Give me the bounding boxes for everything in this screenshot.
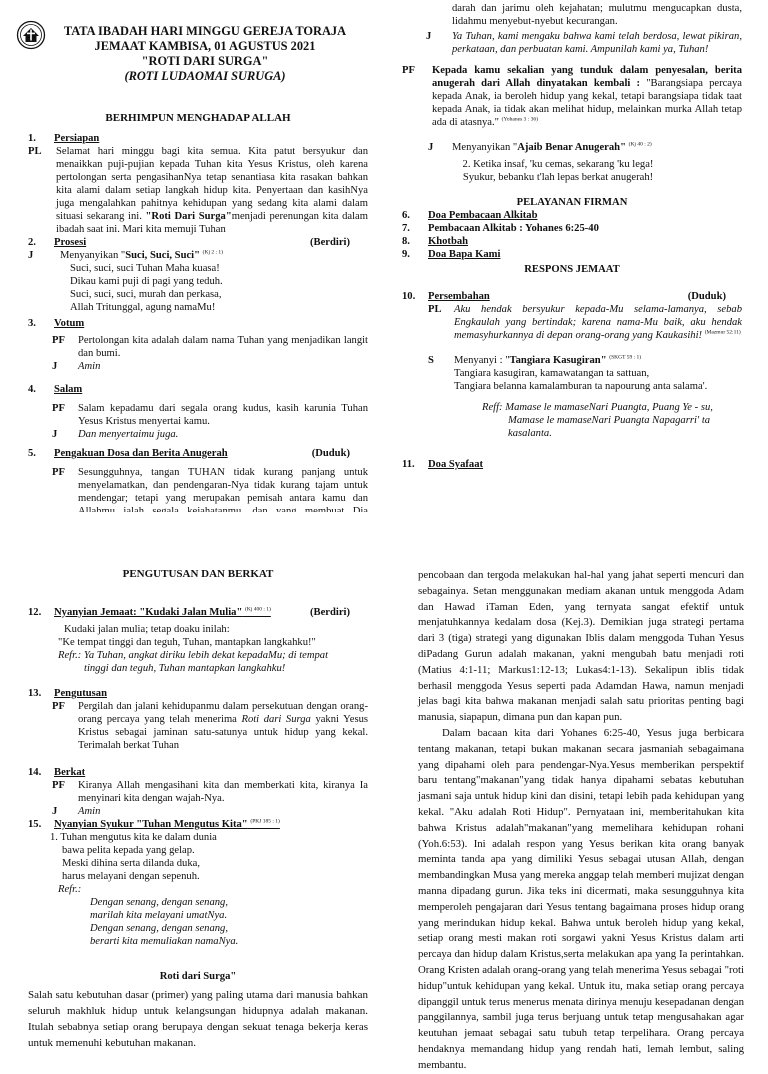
song-ajaib-intro: Menyanyikan "Ajaib Benar Anugerah" $^{(Kj 40 : 2)}$ [452, 141, 652, 154]
lyric-line: bawa pelita kepada yang gelap. [62, 844, 195, 856]
item-4-text: Salam kepadamu dari segala orang kudus, kasih karunia Tuhan Yesus Kristus menyertai kamu. [78, 402, 368, 427]
item-15-heading [28, 818, 368, 831]
item-2-number: 2. [28, 236, 36, 248]
role-label: J [52, 428, 58, 440]
item-12-heading [28, 606, 368, 619]
item-10-posture: (Duduk) [687, 291, 726, 303]
song-ajaib-lyrics [458, 158, 658, 184]
item-2-heading [28, 236, 368, 249]
confession-response [402, 30, 742, 56]
lyric-line: harus melayani dengan sepenuh. [62, 870, 200, 882]
item-8-heading [402, 235, 742, 248]
lyric-line: Allah Tritunggal, agung namaMu! [70, 301, 216, 313]
absolution-text [432, 64, 742, 129]
item-15-number: 15. [28, 818, 42, 830]
lyric-line: marilah kita melayani umatNya. [90, 909, 228, 921]
item-10-song-title: Tangiara Kasugiran [509, 355, 601, 367]
item-10-ref: (Mazmur 52:11) [704, 329, 741, 336]
lyric-line: "Ke tempat tinggi dan teguh, Tuhan, mantapkan langkahku!" [58, 636, 316, 648]
item-13-number: 13. [28, 687, 42, 699]
item-10-text [454, 303, 742, 342]
item-9-heading [402, 248, 742, 261]
item-2-song-title: Suci, Suci, Suci [125, 249, 195, 261]
item-2-song-ref: (Kj 2 : 1) [202, 249, 223, 256]
item-3-response-text: Amin [78, 360, 101, 372]
item-12-title [54, 607, 271, 618]
role-label: J [28, 249, 34, 261]
section-heading-pengutusan: PENGUTUSAN DAN BERKAT [122, 568, 274, 580]
item-number: 9. [402, 249, 410, 261]
item-4-body [28, 402, 368, 428]
item-number: 6. [402, 210, 410, 222]
role-label: PF [52, 466, 65, 478]
item-1-text [56, 145, 368, 236]
item-15-title [54, 819, 280, 830]
item-1-title: Persiapan [54, 132, 100, 144]
item-3-heading [28, 317, 368, 330]
lyric-line: Meski dihina serta dilanda duka, [62, 857, 200, 869]
item-2-lyrics [70, 262, 368, 314]
item-4-heading [28, 383, 368, 396]
item-title: Doa Pembacaan Alkitab [428, 210, 538, 222]
reff-label: Reff: [482, 402, 503, 414]
item-12-posture: (Berdiri) [309, 606, 350, 618]
item-15-lyrics [50, 831, 368, 948]
item-15-ref: (PKJ 185 : 1) [250, 818, 280, 825]
item-10-reff [482, 401, 742, 440]
item-1-quote: "Roti Dari Surga" [145, 210, 232, 222]
role-label: PL [428, 304, 442, 316]
item-10-heading [402, 290, 742, 303]
lyric-line: Tangiara belanna kamalamburan ta napourung anta salama'. [454, 381, 708, 393]
item-12-ref: (Kj 400 : 1) [245, 605, 271, 612]
item-14-response [28, 805, 368, 818]
item-title: Pembacaan Alkitab : Yohanes 6:25-40 [428, 223, 599, 235]
lyric-line: tinggi dan teguh, Tuhan mantapkan langkahku! [84, 662, 286, 674]
item-10-verse: Aku hendak bersyukur kepada-Mu selama-lamanya, sebab Engkaulah yang bertindak; karena nama-Mu baik, aku hendak memasyhurkannya di depan orang-orang yang Kaukasihi! [454, 304, 742, 342]
item-12-title-text: Nyanyian Jemaat: "Kudaki Jalan Mulia" [54, 606, 243, 618]
firman-list [402, 209, 742, 261]
renungan-paragraph-2: Dalam bacaan kita dari Yohanes 6:25-40, Yesus juga berbicara tentang makanan, tetapi bukan makanan secara jasmaniah sebagaimana yang dipahami oleh para pendengar-Nya.Yesus memberikan perspektif baru tentang"makanan"yang tidak hanya dipahami sebatas kebutuhan jasmani saja untuk hidup kini dan disini, tetapi lebih pada kehidupan yang kekal. "Aku adalah Roti Hidup". Pernyataan ini, memberitahukan kita bahwa Kristus adalah"makanan"yang memelihara kehidupan rohani (Yoh.6:53). Ini adalah respon yang Yesus berikan kita orang banyak meminta tanda apa yang dimiliki Yesus sebagai utusan Allah, dengan membandingkan Musa yang mereka anggap telah memberi mujizat dengan manna dipadang gurun. Jika teks ini dicermati, maka sesungguhnya kita memperoleh pengajaran dari Yesus tentang bagaimana proses hidup orang yang merindukan hidup kekal. Bahwa untuk beroleh hidup yang kekal, setiap orang mesti makan roti sorgawi yakni Yesus Kristus dalam arti percaya dan hidup dalam Kristus,serta melakukan apa yang Ia perintahkan. Orang Kristen adalah orang-orang yang telah menerima Yesus sebagai "roti hidup"untuk kehidupan yang kekal. Untuk itu, maka setiap orang percaya dipanggil untuk terus menerus menata dirinya menuju kesepadanan dengan panggilannya, sambil juga terus berjuang untuk tetap mengusahakan agar keutuhan jemaat sebagai satu tubuh tetap terpelihara. Orang percaya hendaknya memandang hidup yang rendah hati, lemah lembut, saling membantu. [418, 726, 744, 1071]
item-4-response [28, 428, 368, 441]
lyric-line: Dengan senang, dengan senang, [90, 922, 228, 934]
section-heading-respons: RESPONS JEMAAT [524, 264, 620, 276]
lyric-line: Suci, suci, suci, murah dan perkasa, [70, 288, 222, 300]
item-7-heading [402, 222, 742, 235]
item-13-text-end: yakni Yesus Kristus sebagai jaminan satu-satunya untuk hidup yang kekal. Terimalah berkat Tuhan [78, 713, 368, 751]
header-congregation-date: JEMAAT KAMBISA, 01 AGUSTUS 2021 [94, 39, 316, 53]
item-12-lyrics [58, 623, 368, 675]
renungan-paragraph-1: pencobaan dan tergoda melakukan hal-hal yang jahat seperti mencuri dan sebagainya. Setan menggunakan mediam akanan untuk menggoda Adam dan Hawad iTaman Eden, yang ternyata sangat efektif untuk menjatuhkannya kedalam dosa (Kej.3). Demikian juga strategi pertama dari 3 (tiga) strategi yang digunakan Iblis dalam menggoda Tuhan Yesus diPadang Gurun adalah makanan, yakni mengubah batu menjadi roti (Matius 4:1-11; Markus1:12-13; Lukas4:1-13). Sekalipun iblis tidak berhasil menggoda Yesus seperti pada Adamdan Hawa, namun menjadi jelas bagi kita bahwa makanan menjadi salah satu prioritas penting bagi manusia, siapapun, dimana pun dan kapan pun. [418, 569, 744, 724]
item-4-number: 4. [28, 383, 36, 395]
lyric-line: Kudaki jalan mulia; tetap doaku inilah: [64, 623, 230, 635]
header-title: TATA IBADAH HARI MINGGU GEREJA TORAJA [63, 24, 347, 38]
item-6-heading [402, 209, 742, 222]
refr-label: Refr.: [58, 649, 82, 661]
item-11-title: Doa Syafaat [428, 459, 484, 471]
role-label: PL [28, 145, 42, 157]
item-12-number: 12. [28, 606, 42, 618]
absolution-block [402, 64, 742, 129]
item-13-body [28, 700, 368, 752]
item-2-body [28, 249, 368, 314]
item-10-number: 10. [402, 291, 416, 303]
role-label: PF [52, 700, 65, 712]
absolution-intro: Kepada kamu sekalian yang tunduk dalam penyesalan, berita anugerah dari Allah dinyatakan kembali : [432, 65, 742, 90]
item-1-number: 1. [28, 132, 36, 144]
item-14-title: Berkat [54, 766, 86, 778]
item-13-heading [28, 687, 368, 700]
song-ajaib-sing: Menyanyikan " [452, 142, 518, 154]
item-5-number: 5. [28, 447, 36, 459]
item-1-text-end: menjadi perenungan kita dalam ibadah saat ini. Mari kita memuji Tuhan [56, 210, 368, 235]
item-10-song [402, 354, 742, 393]
absolution-ref: (Yohanes 3 : 36) [501, 116, 538, 123]
item-3-text: Pertolongan kita adalah dalam nama Tuhan yang menjadikan langit dan bumi. [78, 334, 368, 359]
item-10-body [402, 303, 742, 342]
item-5-posture: (Duduk) [311, 447, 350, 459]
section-heading-firman: PELAYANAN FIRMAN [516, 197, 628, 209]
item-number: 7. [402, 223, 410, 235]
song-ajaib-ref: (Kj 40 : 2) [628, 141, 652, 148]
lyric-line: Suci, suci, suci Tuhan Maha kuasa! [70, 262, 220, 274]
item-1-text-main: Selamat hari minggu bagi kita semua. Kita patut bersyukur dan menaikkan puji-pujian kepada Tuhan kita Yesus Kristus, oleh karena pertolongan serta pengasihanNya tetap senantiasa kita rasakan bahkan kita alami dalam setiap langkah hidup kita. Penyertaan dan kasihNya juga mengalahkan pahitnya kehidupan yang sedang kita alami dalam situasi sekarang ini. [56, 145, 368, 222]
item-14-text: Kiranya Allah mengasihani kita dan memberkati kita, kiranya Ia menyinari kita dengan wajah-Nya. [78, 779, 368, 804]
lyric-line: Tangiara kasugiran, kamawatangan ta sattuan, [454, 368, 650, 380]
lyric-line: 1. Tuhan mengutus kita ke dalam dunia [50, 831, 217, 843]
section-heading-berhimpun: BERHIMPUN MENGHADAP ALLAH [105, 112, 291, 124]
bulletin-header [46, 24, 364, 84]
item-1-body [28, 145, 368, 236]
song-ajaib-block [402, 141, 742, 184]
lyric-line: Mamase le mamaseNari Puangta Napagarri' ta kasalanta. [508, 415, 711, 440]
role-label: PF [402, 65, 415, 77]
right-column-bottom [418, 568, 744, 1074]
item-4-title: Salam [54, 383, 83, 395]
lyric-line: Ya Tuhan, angkat diriku lebih dekat kepadaMu; di tempat [83, 649, 329, 661]
item-15-title-text: Nyanyian Syukur "Tuhan Mengutus Kita" [54, 818, 248, 830]
item-3-response [28, 360, 368, 373]
item-14-response-text: Amin [78, 805, 101, 817]
item-13-text [78, 700, 368, 752]
item-3-body [28, 334, 368, 360]
role-label: PF [52, 334, 65, 346]
role-label: J [52, 805, 58, 817]
header-theme: "ROTI DARI SURGA" [141, 54, 269, 68]
lyric-line: Mamase le mamaseNari Puangta, Puang Ye - su, [505, 402, 713, 414]
item-10-song-sing: Menyanyi : " [454, 355, 510, 367]
item-2-sing: Menyanyikan "Suci, Suci, Suci" $^{(Kj 2 : 1)}$ [60, 249, 223, 261]
item-11-number: 11. [402, 459, 415, 471]
item-5-text-continued: darah dan jarimu oleh kejahatan; mulutmu mengucapkan dusta, lidahmu menyebut-nyebut kecurangan. [452, 3, 742, 28]
item-13-text-italic: Roti dari Surga [241, 713, 311, 725]
item-14-number: 14. [28, 766, 42, 778]
item-4-response-text: Dan menyertaimu juga. [78, 428, 179, 440]
item-title: Khotbah [428, 236, 469, 248]
confession-text: Ya Tuhan, kami mengaku bahwa kami telah berdosa, lewat pikiran, perkataan, dan perbuatan kami. Ampunilah kami ya, Tuhan! [452, 31, 742, 56]
item-5-text: Sesungguhnya, tangan TUHAN tidak kurang panjang untuk menyelamatkan, dan pendengaran-Nya tidak kurang tajam untuk mendengar; tetapi yang merupakan pemisah antara kamu dan [78, 466, 368, 504]
role-label: J [428, 142, 434, 154]
item-2-sing-intro: Menyanyikan " [60, 249, 126, 261]
item-2-title: Prosesi [54, 236, 87, 248]
header-theme-toraja: (ROTI LUDAOMAI SURUGA) [124, 69, 286, 83]
bulletin-page-top [0, 0, 768, 512]
item-5-title: Pengakuan Dosa dan Berita Anugerah [54, 447, 228, 459]
item-13-text-main: Pergilah dan jalani kehidupanmu dalam persekutuan dengan orang-orang percaya yang telah menerima [78, 700, 368, 725]
lyric-line: berarti kita memuliakan namaNya. [90, 935, 239, 947]
lyric-line: 2. Ketika insaf, 'ku cemas, sekarang 'ku lega! [462, 159, 654, 171]
left-column-bottom [28, 568, 368, 1051]
item-14-body [28, 779, 368, 805]
item-1-heading [28, 132, 368, 145]
item-14-heading [28, 766, 368, 779]
renungan-text-left: Salah satu kebutuhan dasar (primer) yang paling utama dari manusia bahkan seluruh makhluk hidup untuk kelangsungan hidupnya adalah makanan. Itulah sebabnya setiap orang berupaya dengan sekuat tenaga bekerja keras untuk memenuhi kebutuhan makanan. [28, 988, 368, 1049]
role-label: J [52, 360, 58, 372]
refr-label: Refr.: [58, 883, 82, 895]
role-label: S [428, 355, 434, 367]
role-label: PF [52, 402, 65, 414]
item-2-posture: (Berdiri) [309, 236, 350, 248]
right-column-top [402, 2, 742, 471]
gereja-toraja-logo-icon [16, 20, 46, 50]
lyric-line: Syukur, bebanku t'lah lepas berkat anugerah! [462, 172, 654, 184]
bulletin-page-bottom [0, 512, 768, 1071]
item-5-heading [28, 447, 368, 460]
item-10-song-intro: Menyanyi : "Tangiara Kasugiran" $^{(SKGT 59 : 1)}$ [454, 354, 642, 367]
item-10-song-ref: (SKGT 59 : 1) [609, 354, 642, 361]
role-label: J [426, 31, 432, 43]
item-11-heading [402, 458, 742, 471]
item-number: 8. [402, 236, 410, 248]
left-column-top [28, 112, 368, 544]
item-title: Doa Bapa Kami [428, 249, 501, 261]
item-10-title: Persembahan [428, 291, 490, 303]
renungan-title: Roti dari Surga" [159, 970, 237, 982]
lyric-line: Dengan senang, dengan senang, [90, 896, 228, 908]
item-13-title: Pengutusan [54, 687, 107, 699]
role-label: PF [52, 779, 65, 791]
item-3-number: 3. [28, 317, 36, 329]
song-ajaib-title: Ajaib Benar Anugerah [517, 142, 621, 154]
absolution-verse: "Barangsiapa percaya kepada Anak, ia beroleh hidup yang kekal, tetapi barangsiapa tidak taat kepada Anak, ia tidak akan melihat hidup, melainkan murka Allah tetap ada di atasnya." [432, 78, 742, 129]
item-3-title: Votum [54, 317, 85, 329]
lyric-line: Dikau kami puji di pagi yang teduh. [70, 275, 223, 287]
